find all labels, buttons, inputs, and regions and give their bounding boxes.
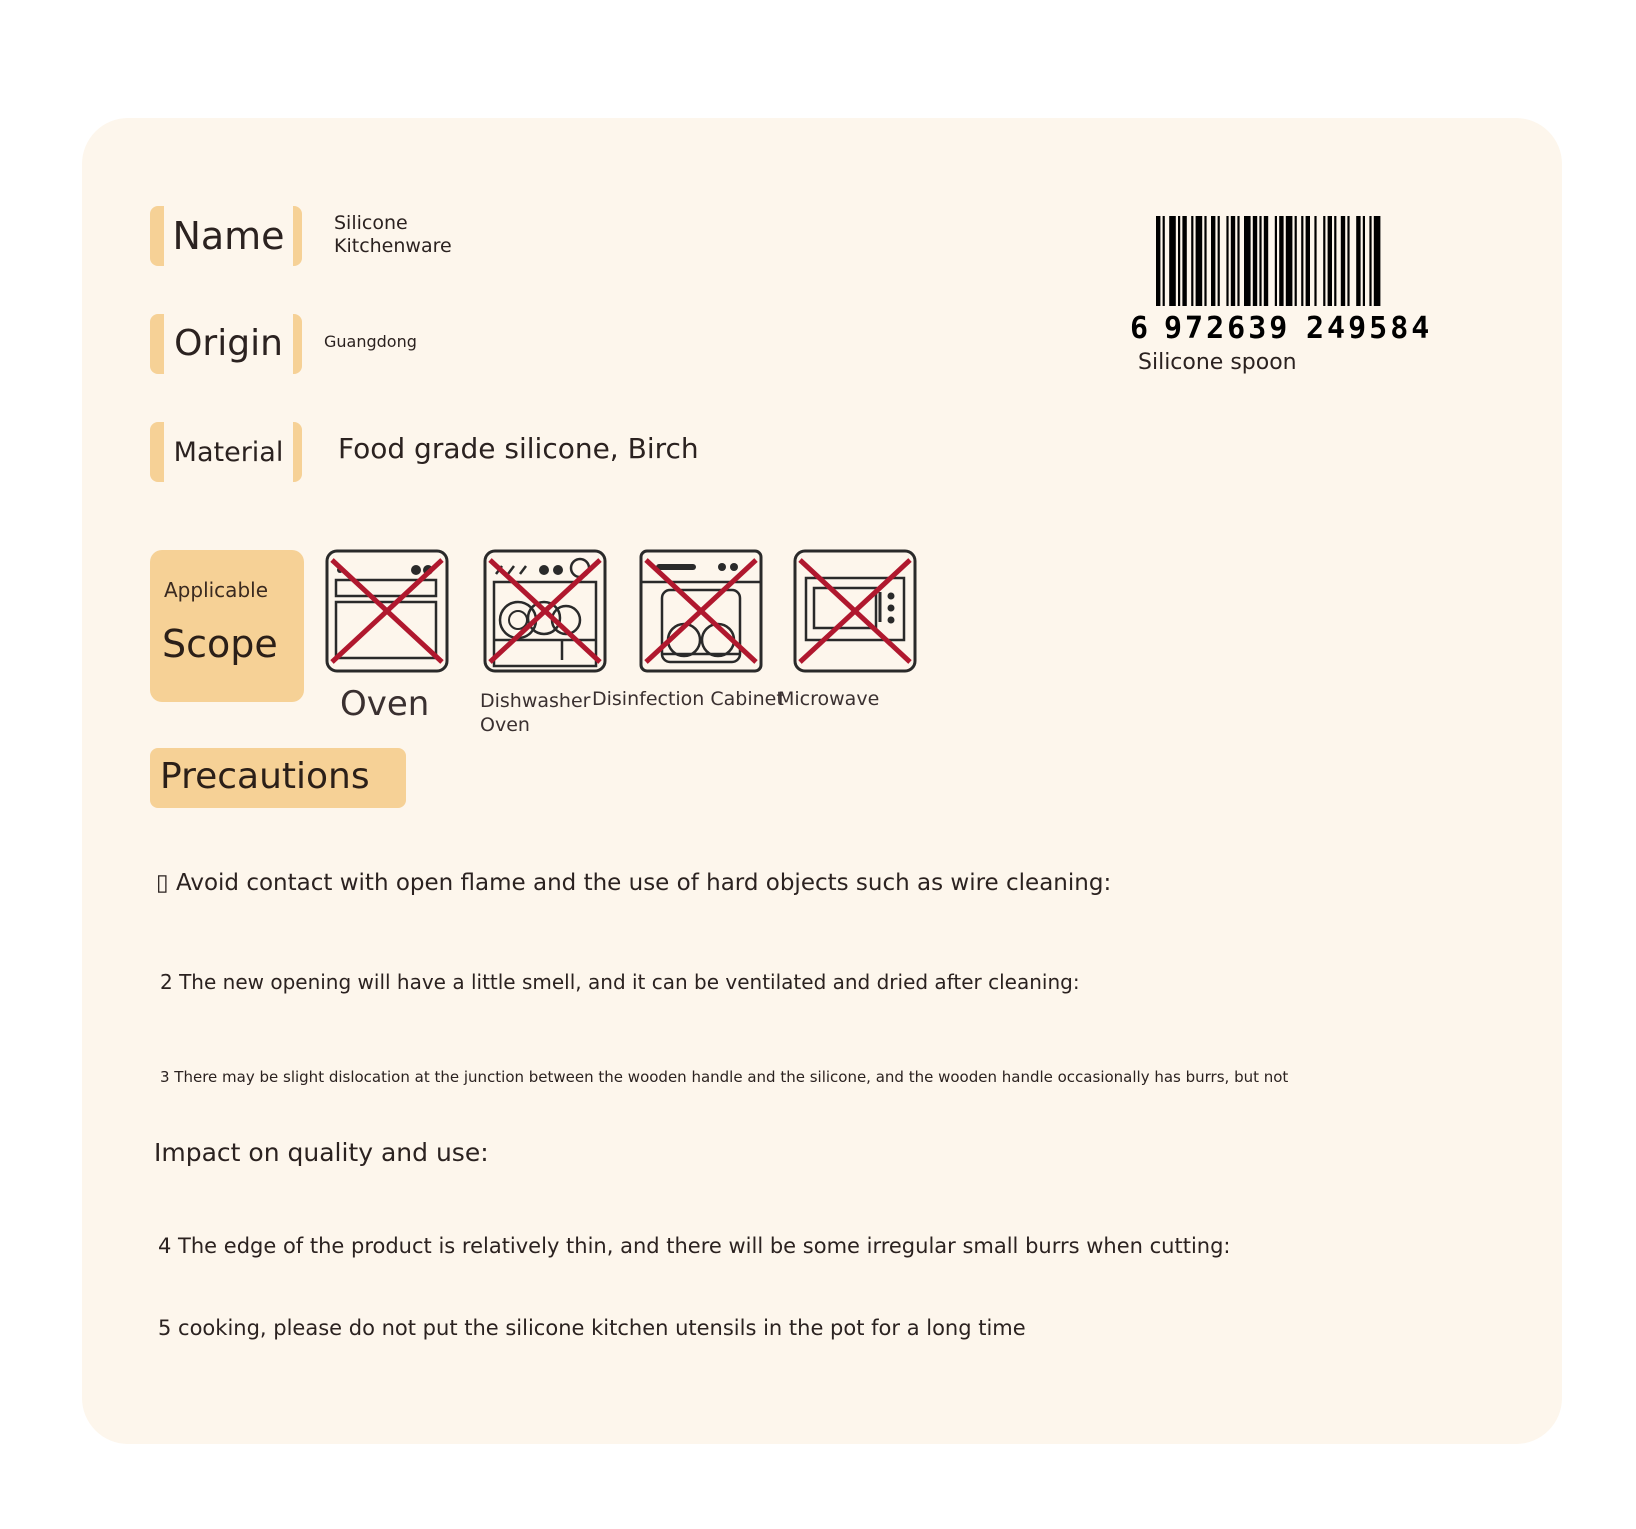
barcode-bar <box>1363 216 1365 306</box>
applicable-scope-box <box>150 550 304 702</box>
barcode-bar <box>1259 216 1261 306</box>
microwave-crossed-icon <box>792 548 918 674</box>
precaution-line-2: 2 The new opening will have a little smell, and it can be ventilated and dried after cleaning: <box>160 970 1080 994</box>
barcode-bar <box>1196 216 1203 306</box>
barcode-bar <box>1204 216 1206 306</box>
dishwasher-crossed-icon <box>482 548 608 674</box>
caption-dishwasher: Dishwasher <box>480 690 591 712</box>
caption-oven-extra: Oven <box>480 714 530 736</box>
barcode-caption: Silicone spoon <box>1138 350 1297 375</box>
precaution-line-3-continued: Impact on quality and use: <box>154 1138 489 1167</box>
barcode-bar <box>1323 216 1325 306</box>
barcode-digit-first: 6 <box>1130 311 1149 346</box>
name-label-pill <box>150 206 302 266</box>
barcode-bar <box>1356 216 1360 306</box>
barcode-bar <box>1264 216 1268 306</box>
barcode-bar <box>1182 216 1186 306</box>
material-label: Material <box>173 436 284 468</box>
scope-label-small: Applicable <box>164 578 268 602</box>
material-label-pill <box>150 422 302 482</box>
barcode-bar <box>1191 216 1193 306</box>
material-value: Food grade silicone, Birch <box>338 432 699 465</box>
barcode-bar <box>1163 216 1165 306</box>
barcode-bar <box>1369 216 1371 306</box>
origin-label: Origin <box>174 323 283 364</box>
barcode <box>1126 216 1456 346</box>
spec-card <box>82 118 1562 1444</box>
origin-value: Guangdong <box>324 332 417 351</box>
caption-disinfection-cabinet: Disinfection Cabinet <box>592 688 784 710</box>
name-label: Name <box>172 214 285 258</box>
name-value-line1: Silicone <box>334 212 408 234</box>
name-value-line2: Kitchenware <box>334 235 452 257</box>
barcode-bar <box>1301 216 1303 306</box>
barcode-bar <box>1231 216 1235 306</box>
barcode-bar <box>1295 216 1297 306</box>
barcode-bar <box>1218 216 1220 306</box>
barcode-bar <box>1169 216 1176 306</box>
oven-crossed-icon <box>324 548 450 674</box>
barcode-bar <box>1374 216 1381 306</box>
caption-microwave: Microwave <box>778 688 880 710</box>
barcode-bar <box>1306 216 1310 306</box>
barcode-bar <box>1286 216 1293 306</box>
barcode-bar <box>1244 216 1251 306</box>
barcode-bar <box>1237 216 1239 306</box>
barcode-bar <box>1226 216 1228 306</box>
barcode-bar <box>1279 216 1283 306</box>
disinfection-cabinet-crossed-icon <box>638 548 764 674</box>
barcode-bar <box>1347 216 1349 306</box>
barcode-bar <box>1156 216 1160 306</box>
precaution-line-5: 5 cooking, please do not put the silicone kitchen utensils in the pot for a long time <box>158 1316 1026 1340</box>
precaution-line-4: 4 The edge of the product is relatively thin, and there will be some irregular small burrs when cutting: <box>158 1234 1231 1258</box>
barcode-bar <box>1341 216 1345 306</box>
name-value <box>334 212 452 258</box>
barcode-bar <box>1328 216 1332 306</box>
barcode-bar <box>1253 216 1257 306</box>
caption-oven: Oven <box>340 684 430 724</box>
barcode-bar <box>1211 216 1215 306</box>
barcode-digits-left: 972639 <box>1164 311 1291 346</box>
precaution-line-3: 3 There may be slight dislocation at the junction between the wooden handle and the silicone, and the wooden handle occasionally has burrs, but not <box>160 1068 1289 1086</box>
barcode-bar <box>1275 216 1277 306</box>
barcode-bar <box>1334 216 1336 306</box>
precautions-title-box <box>150 748 406 808</box>
precaution-line-1: ▯ Avoid contact with open flame and the use of hard objects such as wire cleaning: <box>156 870 1112 896</box>
scope-label-large: Scope <box>162 622 278 666</box>
barcode-digits-right: 249584 <box>1306 311 1433 346</box>
barcode-bar <box>1178 216 1180 306</box>
origin-label-pill <box>150 314 302 374</box>
barcode-bar <box>1314 216 1316 306</box>
precautions-title: Precautions <box>160 756 370 797</box>
